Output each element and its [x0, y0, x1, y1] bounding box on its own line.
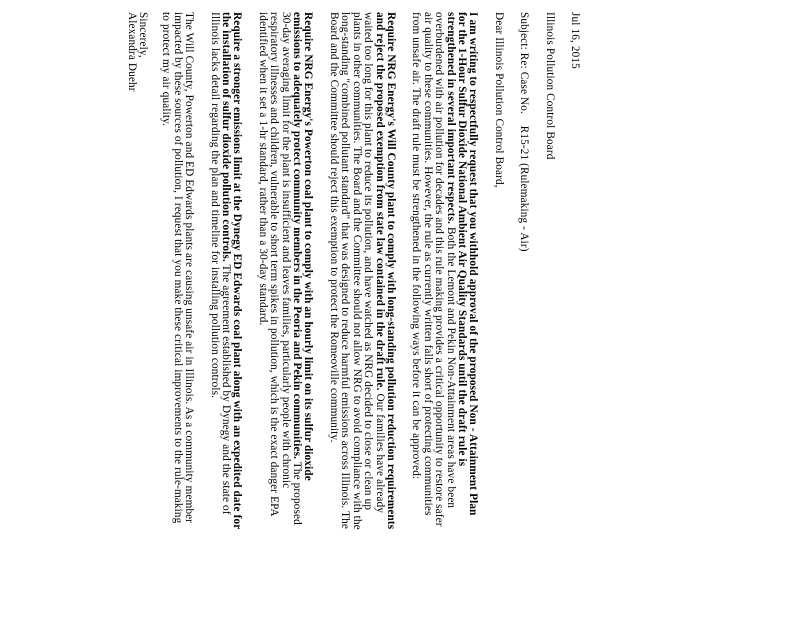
- letter-subject: Subject: Re: Case No. R15-21 (Rulemaking - Air): [518, 12, 531, 252]
- letter-date: Jul 16, 2015: [569, 12, 581, 69]
- point-2-rest: The proposed 30-day averaging limit for the plant is insufficient and leaves families, particularly people with chronic respiratory illnesses and children, vulnerable to short term spikes in pollution, which is the exact danger EPA identified when it set a 1-hr standard, rather than a 30-day standard.: [256, 12, 304, 525]
- point-3-paragraph: [208, 12, 242, 530]
- intro-lead: I am writing to respectfully request that you withhold approval of the proposed Non - Attainment Plan for the 1-Hour Sulfur Dioxide National Ambient Air Quality Standards until the draft rule is strengthened in several important respects.: [444, 12, 480, 516]
- point-2-paragraph: [256, 12, 313, 530]
- point-1-paragraph: [328, 12, 396, 530]
- point-1-lead: Require NRG Energy's Will County plant to comply with long-standing pollution reduction requirements and reject the proposed exemption from state law contained in the draft rule.: [373, 12, 397, 530]
- letter-salutation: Dear Illinois Pollution Control Board,: [492, 12, 505, 188]
- closing-paragraph: [160, 12, 194, 530]
- letter-signoff: Sincerely,: [137, 12, 150, 58]
- letter-recipient: Illinois Pollution Control Board: [543, 12, 556, 160]
- point-2-lead: Require NRG Energy's Powerton coal plant to comply with an hourly limit on its sulfur dioxide emissions to adequately protect community members in the Peoria and Pekin communities.: [291, 12, 315, 481]
- closing-text: The Will County, Powerton and ED Edwards plants are causing unsafe air in Illinois. As a community member impacted by these sources of pollution, I request that you make these critical improvements to the rule-making to protect my air quality.: [160, 12, 196, 524]
- intro-paragraph: [410, 12, 478, 530]
- letter-signature: Alexandra Duehr: [125, 12, 138, 92]
- point-1-rest: Our families have already waited too long for this plant to reduce its pollution, and have watched as NRG decided to close or clean up plants in other communities. The Board and the Committee should not allow NRG to avoid compliance with the long-standing "combined pollutant standard" that was designed to reduce harmful emissions across Illinois. The Board and the Committee should reject this exemption to protect the Romeoville community.: [327, 12, 386, 530]
- point-3-rest: The agreement established by Dynegy and the state of Illinois lacks detail regarding the plan and timeline for installing pollution controls.: [208, 12, 233, 515]
- point-3-lead: Require a stronger emissions limit at the Dynegy ED Edwards coal plant along with an expedited date for the installation of sulfur dioxide pollution controls.: [220, 12, 244, 530]
- intro-rest: Both the Lemont and Pekin Non-Attainment areas have been overburdened with air pollution for decades and this rule making provides a critical opportunity to restore safer air quality to these communities. However, the rule as currently written falls short of protecting communities from unsafe air. The draft rule must be strengthened in the following ways before it can be approved:: [410, 12, 457, 527]
